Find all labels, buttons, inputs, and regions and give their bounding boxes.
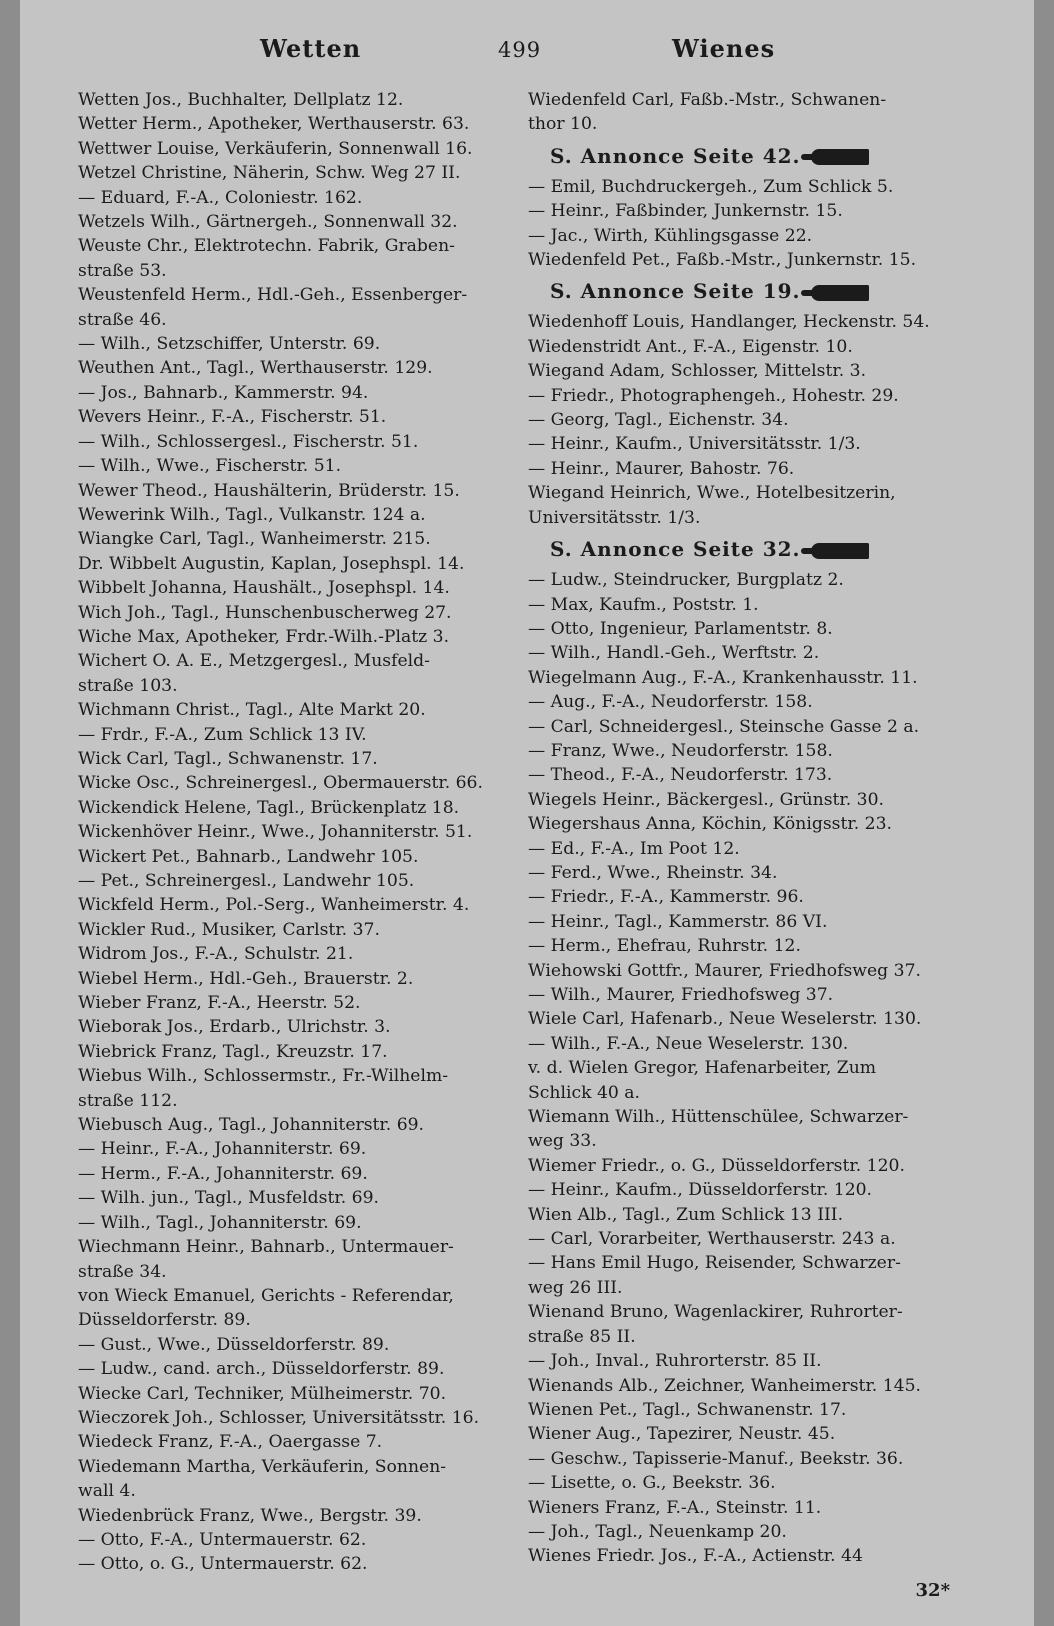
entry-line: Wiedenhoff Louis, Handlanger, Heckenstr. 54. xyxy=(528,312,930,333)
entry-line: Wien Alb., Tagl., Zum Schlick 13 III. xyxy=(528,1204,844,1225)
directory-entry xyxy=(78,1211,514,1235)
directory-entry xyxy=(78,893,514,917)
entry-line: weg 26 III. xyxy=(528,1277,623,1298)
directory-entry xyxy=(78,381,514,405)
entry-line: Weuthen Ant., Tagl., Werthauserstr. 129. xyxy=(78,358,433,379)
directory-entry xyxy=(78,1064,514,1113)
directory-entry xyxy=(528,1300,986,1349)
entry-line: — Otto, Ingenieur, Parlamentstr. 8. xyxy=(528,618,833,639)
entry-line: Widrom Jos., F.-A., Schulstr. 21. xyxy=(78,944,354,965)
entry-line: Wienand Bruno, Wagenlackirer, Ruhrorter- xyxy=(528,1302,903,1323)
directory-entry xyxy=(528,1349,986,1373)
entry-line: von Wieck Emanuel, Gerichts - Referendar, xyxy=(78,1285,454,1306)
directory-entry xyxy=(78,479,514,503)
entry-line: Wiche Max, Apotheker, Frdr.-Wilh.-Platz 3. xyxy=(78,626,450,647)
entry-line: Wiebrick Franz, Tagl., Kreuzstr. 17. xyxy=(78,1041,388,1062)
directory-entry xyxy=(78,1333,514,1357)
directory-entry xyxy=(78,1357,514,1381)
directory-entry xyxy=(528,1374,986,1398)
entry-line: Wewer Theod., Haushälterin, Brüderstr. 15. xyxy=(78,480,460,501)
directory-entry xyxy=(528,763,986,787)
directory-entry xyxy=(528,1178,986,1202)
directory-entry xyxy=(78,1284,514,1333)
entry-line: — Wilh., Tagl., Johanniterstr. 69. xyxy=(78,1212,362,1233)
entry-line: Wiemer Friedr., o. G., Düsseldorferstr. 120. xyxy=(528,1155,905,1176)
entry-line: — Joh., Inval., Ruhrorterstr. 85 II. xyxy=(528,1351,822,1372)
directory-entry xyxy=(78,405,514,429)
advertisement-label: S. Annonce Seite 32. xyxy=(550,537,801,562)
directory-entry xyxy=(78,1430,514,1454)
entry-line: Wiehowski Gottfr., Maurer, Friedhofsweg 37. xyxy=(528,960,921,981)
directory-entry xyxy=(78,918,514,942)
entry-line: — Carl, Schneidergesl., Steinsche Gasse 2 a. xyxy=(528,716,920,737)
entry-line: — Emil, Buchdruckergeh., Zum Schlick 5. xyxy=(528,176,894,197)
entry-line: — Carl, Vorarbeiter, Werthauserstr. 243 a. xyxy=(528,1229,896,1250)
entry-line: Wiegels Heinr., Bäckergesl., Grünstr. 30. xyxy=(528,789,885,810)
directory-entry xyxy=(528,983,986,1007)
header-left-keyword: Wetten xyxy=(260,34,362,63)
entry-line: Weuste Chr., Elektrotechn. Fabrik, Graben- xyxy=(78,236,455,257)
directory-entry xyxy=(528,568,986,592)
directory-entry xyxy=(78,576,514,600)
entry-line: Wiebus Wilh., Schlossermstr., Fr.-Wilhelm- xyxy=(78,1066,449,1087)
directory-entry xyxy=(78,869,514,893)
entry-line: — Frdr., F.-A., Zum Schlick 13 IV. xyxy=(78,724,367,745)
directory-entry xyxy=(78,552,514,576)
directory-entry xyxy=(78,88,514,112)
entry-line: Wiedeck Franz, F.-A., Oaergasse 7. xyxy=(78,1432,383,1453)
directory-entry xyxy=(528,432,986,456)
entry-line: Wieners Franz, F.-A., Steinstr. 11. xyxy=(528,1497,822,1518)
entry-line: — Friedr., Photographengeh., Hohestr. 29. xyxy=(528,385,899,406)
directory-entry xyxy=(528,1227,986,1251)
directory-entry xyxy=(78,820,514,844)
directory-entry xyxy=(528,1203,986,1227)
entry-line: Wibbelt Johanna, Haushält., Josephspl. 14. xyxy=(78,578,450,599)
page-number: 499 xyxy=(498,38,542,62)
directory-entry xyxy=(528,1032,986,1056)
directory-entry xyxy=(78,1552,514,1576)
entry-line: Wickler Rud., Musiker, Carlstr. 37. xyxy=(78,919,380,940)
entry-line: — Otto, o. G., Untermauerstr. 62. xyxy=(78,1554,368,1575)
entry-line: — Herm., Ehefrau, Ruhrstr. 12. xyxy=(528,936,801,957)
directory-entry xyxy=(528,408,986,432)
entry-line: Wewerink Wilh., Tagl., Vulkanstr. 124 a. xyxy=(78,504,426,525)
directory-entry xyxy=(78,1137,514,1161)
directory-entry xyxy=(528,715,986,739)
directory-entry xyxy=(528,1544,986,1568)
entry-line: Wieczorek Joh., Schlosser, Universitätsstr. 16. xyxy=(78,1407,480,1428)
entry-line: Wevers Heinr., F.-A., Fischerstr. 51. xyxy=(78,407,387,428)
entry-line: — Wilh., Schlossergesl., Fischerstr. 51. xyxy=(78,431,419,452)
entry-line: — Ludw., Steindrucker, Burgplatz 2. xyxy=(528,570,844,591)
directory-entry xyxy=(78,234,514,283)
directory-entry xyxy=(528,310,986,334)
entry-line: Wichert O. A. E., Metzgergesl., Musfeld- xyxy=(78,651,430,672)
directory-entry xyxy=(528,666,986,690)
directory-entry xyxy=(78,698,514,722)
entry-line: Wickert Pet., Bahnarb., Landwehr 105. xyxy=(78,846,419,867)
directory-entry xyxy=(78,356,514,380)
entry-line: — Heinr., Kaufm., Universitätsstr. 1/3. xyxy=(528,434,861,455)
directory-entry xyxy=(528,1471,986,1495)
directory-entry xyxy=(528,1398,986,1422)
header-right-keyword: Wienes xyxy=(672,34,776,63)
entry-line: — Wilh., Wwe., Fischerstr. 51. xyxy=(78,456,342,477)
entry-line: Wich Joh., Tagl., Hunschenbuscherweg 27. xyxy=(78,602,452,623)
directory-entry xyxy=(528,224,986,248)
entry-line: — Ed., F.-A., Im Poot 12. xyxy=(528,838,740,859)
directory-entry xyxy=(528,1496,986,1520)
entry-line: Wiebusch Aug., Tagl., Johanniterstr. 69. xyxy=(78,1115,425,1136)
directory-entry xyxy=(78,454,514,478)
entry-line: — Franz, Wwe., Neudorferstr. 158. xyxy=(528,740,833,761)
directory-entry xyxy=(528,593,986,617)
directory-entry xyxy=(528,959,986,983)
entry-line: — Georg, Tagl., Eichenstr. 34. xyxy=(528,410,789,431)
directory-entry xyxy=(78,845,514,869)
advertisement-reference xyxy=(550,536,986,562)
entry-line: Wiemann Wilh., Hüttenschülee, Schwarzer- xyxy=(528,1107,909,1128)
entry-line: — Gust., Wwe., Düsseldorferstr. 89. xyxy=(78,1334,390,1355)
directory-entry xyxy=(528,1447,986,1471)
entry-line: v. d. Wielen Gregor, Hafenarbeiter, Zum xyxy=(528,1058,877,1079)
entry-line: Wetten Jos., Buchhalter, Dellplatz 12. xyxy=(78,90,404,110)
advertisement-label: S. Annonce Seite 19. xyxy=(550,279,801,304)
directory-entry xyxy=(78,1113,514,1137)
entry-line: straße 103. xyxy=(78,675,178,696)
entry-line: Wiegand Adam, Schlosser, Mittelstr. 3. xyxy=(528,361,867,382)
entry-line: — Ferd., Wwe., Rheinstr. 34. xyxy=(528,862,778,883)
directory-entry xyxy=(528,837,986,861)
directory-entry xyxy=(528,384,986,408)
entry-line: Düsseldorferstr. 89. xyxy=(78,1310,251,1331)
entry-line: Wiedemann Martha, Verkäuferin, Sonnen- xyxy=(78,1456,447,1477)
directory-entry xyxy=(528,739,986,763)
directory-entry xyxy=(78,991,514,1015)
entry-line: — Hans Emil Hugo, Reisender, Schwarzer- xyxy=(528,1253,901,1274)
entry-line: — Heinr., Faßbinder, Junkernstr. 15. xyxy=(528,201,843,222)
entry-line: Wetter Herm., Apotheker, Werthauserstr. 63. xyxy=(78,114,470,135)
entry-line: Wienes Friedr. Jos., F.-A., Actienstr. 44 xyxy=(528,1546,863,1567)
right-column xyxy=(528,88,986,1569)
entry-line: straße 85 II. xyxy=(528,1326,636,1347)
entry-line: Wiele Carl, Hafenarb., Neue Weselerstr. 130. xyxy=(528,1009,922,1030)
entry-line: — Wilh., Handl.-Geh., Werftstr. 2. xyxy=(528,643,820,664)
directory-entry xyxy=(528,812,986,836)
directory-entry xyxy=(78,161,514,185)
entry-line: Wiener Aug., Tapezirer, Neustr. 45. xyxy=(528,1424,836,1445)
entry-line: — Wilh., Maurer, Friedhofsweg 37. xyxy=(528,985,834,1005)
entry-line: Wienen Pet., Tagl., Schwanenstr. 17. xyxy=(528,1399,847,1420)
advertisement-reference xyxy=(550,143,986,169)
directory-entry xyxy=(528,885,986,909)
directory-entry xyxy=(78,527,514,551)
entry-line: Wienands Alb., Zeichner, Wanheimerstr. 145. xyxy=(528,1375,921,1396)
entry-line: — Ludw., cand. arch., Düsseldorferstr. 89. xyxy=(78,1359,445,1380)
entry-line: Wiedenfeld Carl, Faßb.-Mstr., Schwanen- xyxy=(528,90,887,110)
directory-entry xyxy=(528,457,986,481)
pointing-hand-icon xyxy=(811,543,869,559)
directory-entry xyxy=(528,861,986,885)
entry-line: Wiedenfeld Pet., Faßb.-Mstr., Junkernstr. 15. xyxy=(528,250,917,271)
directory-entry xyxy=(528,199,986,223)
entry-line: — Max, Kaufm., Poststr. 1. xyxy=(528,594,759,615)
directory-entry xyxy=(528,788,986,812)
entry-line: Wetzels Wilh., Gärtnergeh., Sonnenwall 32. xyxy=(78,212,458,233)
entry-line: — Wilh., Setzschiffer, Unterstr. 69. xyxy=(78,334,381,355)
entry-line: — Pet., Schreinergesl., Landwehr 105. xyxy=(78,871,415,891)
directory-entry xyxy=(528,1422,986,1446)
entry-line: Weustenfeld Herm., Hdl.-Geh., Essenberger- xyxy=(78,285,468,306)
entry-line: straße 53. xyxy=(78,260,167,281)
entry-line: Wiedenbrück Franz, Wwe., Bergstr. 39. xyxy=(78,1505,422,1526)
entry-line: — Geschw., Tapisserie-Manuf., Beekstr. 36. xyxy=(528,1448,904,1469)
directory-entry xyxy=(78,1504,514,1528)
directory-entry xyxy=(78,1406,514,1430)
entry-line: — Heinr., Tagl., Kammerstr. 86 VI. xyxy=(528,911,828,932)
directory-entry xyxy=(528,335,986,359)
pointing-hand-icon xyxy=(811,285,869,301)
directory-entry xyxy=(78,137,514,161)
directory-entry xyxy=(528,1154,986,1178)
entry-line: — Heinr., Maurer, Bahostr. 76. xyxy=(528,458,795,479)
directory-entry xyxy=(78,1528,514,1552)
entry-line: Wickendick Helene, Tagl., Brückenplatz 18. xyxy=(78,797,460,818)
entry-line: Wiebel Herm., Hdl.-Geh., Brauerstr. 2. xyxy=(78,968,414,989)
directory-entry xyxy=(78,283,514,332)
entry-line: — Aug., F.-A., Neudorferstr. 158. xyxy=(528,692,813,713)
directory-entry xyxy=(528,910,986,934)
directory-entry xyxy=(78,332,514,356)
directory-entry xyxy=(78,1186,514,1210)
directory-entry xyxy=(528,641,986,665)
entry-line: Wiechmann Heinr., Bahnarb., Untermauer- xyxy=(78,1237,454,1258)
directory-entry xyxy=(78,942,514,966)
entry-line: Wichmann Christ., Tagl., Alte Markt 20. xyxy=(78,700,426,721)
directory-entry xyxy=(528,1007,986,1031)
advertisement-label: S. Annonce Seite 42. xyxy=(550,143,801,168)
directory-entry xyxy=(78,1040,514,1064)
directory-page xyxy=(20,0,1034,1626)
entry-line: Wiegelmann Aug., F.-A., Krankenhausstr. 11. xyxy=(528,667,918,688)
entry-line: wall 4. xyxy=(78,1481,136,1502)
entry-line: Wiegand Heinrich, Wwe., Hotelbesitzerin, xyxy=(528,483,896,504)
directory-entry xyxy=(528,1251,986,1300)
entry-line: Universitätsstr. 1/3. xyxy=(528,507,701,528)
entry-line: Wiangke Carl, Tagl., Wanheimerstr. 215. xyxy=(78,529,431,550)
directory-entry xyxy=(528,690,986,714)
entry-line: Schlick 40 a. xyxy=(528,1082,641,1103)
entry-line: — Jac., Wirth, Kühlingsgasse 22. xyxy=(528,225,813,246)
entry-line: — Wilh. jun., Tagl., Musfeldstr. 69. xyxy=(78,1188,379,1209)
directory-entry xyxy=(78,503,514,527)
entry-line: Wiegershaus Anna, Köchin, Königsstr. 23. xyxy=(528,814,892,835)
entry-line: Wiecke Carl, Techniker, Mülheimerstr. 70. xyxy=(78,1383,447,1404)
entry-line: — Otto, F.-A., Untermauerstr. 62. xyxy=(78,1529,367,1550)
advertisement-reference xyxy=(550,278,986,304)
left-column xyxy=(78,88,514,1577)
directory-entry xyxy=(78,771,514,795)
directory-entry xyxy=(78,1162,514,1186)
directory-entry xyxy=(78,1015,514,1039)
entry-line: Wickenhöver Heinr., Wwe., Johanniterstr. 51. xyxy=(78,822,473,843)
entry-line: Wick Carl, Tagl., Schwanenstr. 17. xyxy=(78,748,378,769)
directory-entry xyxy=(78,625,514,649)
directory-entry xyxy=(78,430,514,454)
directory-entry xyxy=(528,1056,986,1105)
directory-entry xyxy=(78,186,514,210)
entry-line: straße 34. xyxy=(78,1261,167,1282)
entry-line: — Eduard, F.-A., Coloniestr. 162. xyxy=(78,187,363,208)
directory-entry xyxy=(78,1382,514,1406)
entry-line: Wieborak Jos., Erdarb., Ulrichstr. 3. xyxy=(78,1017,391,1038)
directory-entry xyxy=(78,967,514,991)
directory-entry xyxy=(528,617,986,641)
directory-entry xyxy=(528,1105,986,1154)
entry-line: — Heinr., Kaufm., Düsseldorferstr. 120. xyxy=(528,1180,873,1201)
pointing-hand-icon xyxy=(811,149,869,165)
entry-line: — Herm., F.-A., Johanniterstr. 69. xyxy=(78,1163,368,1184)
directory-entry xyxy=(78,112,514,136)
directory-entry xyxy=(78,747,514,771)
directory-entry xyxy=(528,88,986,137)
directory-entry xyxy=(528,934,986,958)
entry-line: — Lisette, o. G., Beekstr. 36. xyxy=(528,1473,776,1494)
entry-line: Wickfeld Herm., Pol.-Serg., Wanheimerstr. 4. xyxy=(78,895,470,916)
signature-mark: 32* xyxy=(915,1580,950,1601)
directory-entry xyxy=(78,723,514,747)
entry-line: — Wilh., F.-A., Neue Weselerstr. 130. xyxy=(528,1033,849,1054)
entry-line: Dr. Wibbelt Augustin, Kaplan, Josephspl. 14. xyxy=(78,553,465,574)
entry-line: — Jos., Bahnarb., Kammerstr. 94. xyxy=(78,382,369,403)
entry-line: — Theod., F.-A., Neudorferstr. 173. xyxy=(528,765,833,786)
entry-line: — Joh., Tagl., Neuenkamp 20. xyxy=(528,1521,787,1542)
directory-entry xyxy=(528,248,986,272)
directory-entry xyxy=(78,210,514,234)
directory-entry xyxy=(528,359,986,383)
entry-line: Wetzel Christine, Näherin, Schw. Weg 27 II. xyxy=(78,163,461,184)
directory-entry xyxy=(78,1235,514,1284)
directory-entry xyxy=(78,796,514,820)
directory-entry xyxy=(528,175,986,199)
entry-line: weg 33. xyxy=(528,1131,597,1152)
entry-line: — Friedr., F.-A., Kammerstr. 96. xyxy=(528,887,804,908)
entry-line: straße 46. xyxy=(78,309,167,330)
directory-entry xyxy=(78,1455,514,1504)
directory-entry xyxy=(528,1520,986,1544)
entry-line: Wettwer Louise, Verkäuferin, Sonnenwall 16. xyxy=(78,138,473,159)
entry-line: straße 112. xyxy=(78,1090,178,1111)
directory-entry xyxy=(78,601,514,625)
directory-entry xyxy=(78,649,514,698)
entry-line: Wicke Osc., Schreinergesl., Obermauerstr. 66. xyxy=(78,773,483,794)
entry-line: thor 10. xyxy=(528,114,598,135)
entry-line: — Heinr., F.-A., Johanniterstr. 69. xyxy=(78,1139,367,1160)
entry-line: Wiedenstridt Ant., F.-A., Eigenstr. 10. xyxy=(528,336,853,357)
directory-entry xyxy=(528,481,986,530)
entry-line: Wieber Franz, F.-A., Heerstr. 52. xyxy=(78,993,361,1014)
